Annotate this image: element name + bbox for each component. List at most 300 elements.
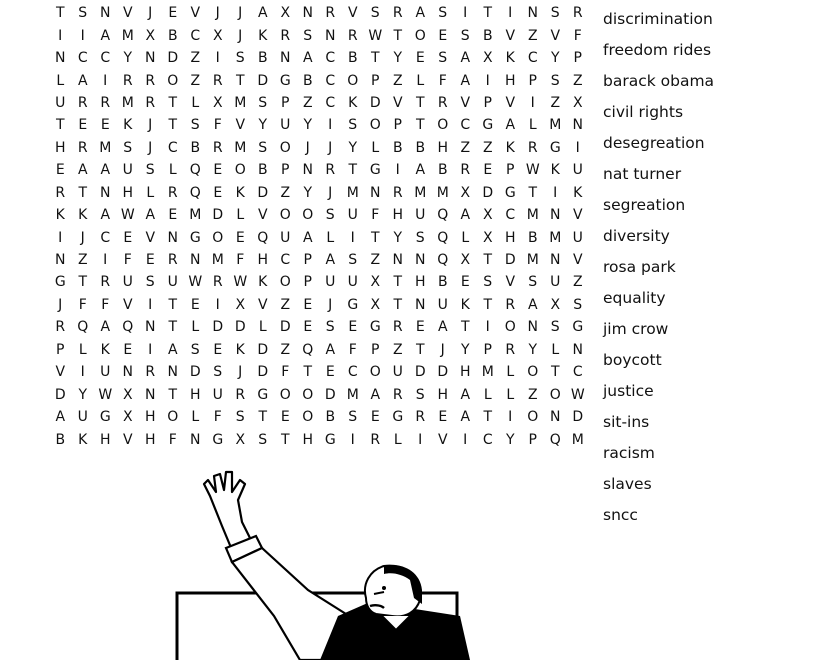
grid-letter: S <box>573 296 583 313</box>
grid-letter: F <box>78 296 87 313</box>
grid-letter: E <box>145 252 155 269</box>
grid-letter: X <box>370 296 381 313</box>
grid-letter: G <box>392 409 404 426</box>
grid-letter: S <box>348 409 358 426</box>
word-list-item: slaves <box>603 475 652 493</box>
grid-letter: S <box>438 5 448 22</box>
grid-letter: O <box>302 386 314 403</box>
grid-letter: S <box>303 27 313 44</box>
grid-letter: Y <box>550 50 560 67</box>
grid-letter: J <box>238 364 243 381</box>
grid-row <box>49 159 589 181</box>
grid-letter: M <box>234 139 247 156</box>
grid-letter: M <box>526 252 539 269</box>
grid-letter: J <box>305 139 310 156</box>
grid-letter: B <box>527 229 538 246</box>
grid-letter: H <box>504 72 516 89</box>
grid-letter: T <box>528 184 538 201</box>
grid-letter: S <box>145 274 155 291</box>
grid-letter: E <box>190 296 200 313</box>
grid-letter: R <box>460 162 471 179</box>
grid-letter: Z <box>190 72 201 89</box>
grid-letter: G <box>324 431 336 448</box>
grid-letter: C <box>190 27 201 44</box>
grid-letter: V <box>505 274 516 291</box>
grid-letter: Q <box>437 252 449 269</box>
grid-letter: N <box>100 5 111 22</box>
word-list-item: racism <box>603 444 655 462</box>
grid-letter: R <box>572 5 583 22</box>
grid-letter: F <box>236 252 245 269</box>
grid-letter: Q <box>189 184 201 201</box>
grid-letter: C <box>167 139 178 156</box>
grid-letter: N <box>190 252 201 269</box>
grid-letter: O <box>302 409 314 426</box>
grid-letter: N <box>325 27 336 44</box>
grid-letter: T <box>483 5 493 22</box>
grid-letter: T <box>168 296 178 313</box>
word-list-item: justice <box>603 382 654 400</box>
grid-letter: I <box>463 431 468 448</box>
grid-letter: R <box>415 409 426 426</box>
grid-letter: U <box>212 386 223 403</box>
grid-letter: N <box>415 252 426 269</box>
grid-letter: F <box>123 252 132 269</box>
grid-letter: R <box>212 139 223 156</box>
grid-letter: A <box>77 72 88 89</box>
grid-letter: Z <box>280 296 291 313</box>
grid-letter: T <box>78 274 88 291</box>
grid-letter: T <box>460 319 470 336</box>
grid-letter: R <box>145 364 156 381</box>
grid-letter: H <box>99 431 111 448</box>
grid-letter: I <box>58 27 63 44</box>
grid-row <box>49 92 589 114</box>
grid-letter: T <box>393 27 403 44</box>
grid-letter: J <box>215 5 220 22</box>
grid-letter: O <box>437 117 449 134</box>
grid-letter: R <box>167 252 178 269</box>
grid-row <box>49 316 589 338</box>
grid-row <box>49 69 589 91</box>
grid-letter: Y <box>505 431 515 448</box>
grid-letter: R <box>527 139 538 156</box>
grid-letter: D <box>257 364 269 381</box>
grid-letter: T <box>415 341 425 358</box>
grid-letter: U <box>167 274 178 291</box>
grid-row <box>49 226 589 248</box>
grid-letter: S <box>370 5 380 22</box>
grid-letter: I <box>350 229 355 246</box>
grid-letter: R <box>77 94 88 111</box>
grid-letter: B <box>347 50 358 67</box>
grid-letter: O <box>369 364 381 381</box>
grid-letter: U <box>122 274 133 291</box>
grid-letter: F <box>101 296 110 313</box>
grid-letter: D <box>572 409 584 426</box>
word-list-item: barack obama <box>603 72 715 90</box>
grid-letter: J <box>328 296 333 313</box>
grid-letter: K <box>258 274 268 291</box>
grid-letter: O <box>347 72 359 89</box>
grid-letter: H <box>392 207 404 224</box>
grid-letter: S <box>438 50 448 67</box>
grid-letter: I <box>395 162 400 179</box>
grid-letter: R <box>437 94 448 111</box>
grid-letter: S <box>415 229 425 246</box>
grid-letter: V <box>257 296 268 313</box>
grid-letter: G <box>504 184 516 201</box>
grid-letter: Y <box>393 50 403 67</box>
grid-letter: S <box>528 274 538 291</box>
grid-row <box>49 137 589 159</box>
grid-row <box>49 339 589 361</box>
grid-letter: E <box>415 319 425 336</box>
grid-letter: S <box>348 252 358 269</box>
word-list-item: sncc <box>603 506 638 524</box>
grid-letter: T <box>415 94 425 111</box>
grid-letter: P <box>528 72 537 89</box>
grid-letter: X <box>460 184 471 201</box>
word-list-item: civil rights <box>603 103 684 121</box>
grid-letter: E <box>213 162 223 179</box>
grid-letter: U <box>55 94 66 111</box>
grid-letter: A <box>370 386 381 403</box>
grid-letter: C <box>77 50 88 67</box>
grid-letter: L <box>551 341 560 358</box>
grid-letter: E <box>100 117 110 134</box>
grid-row <box>49 114 589 136</box>
grid-letter: S <box>325 207 335 224</box>
grid-letter: R <box>392 184 403 201</box>
grid-letter: D <box>257 184 269 201</box>
grid-letter: B <box>392 139 403 156</box>
grid-letter: T <box>168 386 178 403</box>
grid-letter: W <box>525 162 540 179</box>
grid-letter: J <box>238 27 243 44</box>
grid-letter: N <box>415 296 426 313</box>
grid-letter: D <box>234 319 246 336</box>
grid-letter: O <box>549 386 561 403</box>
grid-letter: A <box>460 72 471 89</box>
word-list-item: rosa park <box>603 258 676 276</box>
grid-letter: V <box>550 27 561 44</box>
grid-letter: U <box>392 364 403 381</box>
grid-letter: X <box>122 409 133 426</box>
grid-letter: B <box>437 274 448 291</box>
grid-letter: Q <box>122 319 134 336</box>
grid-letter: K <box>348 94 358 111</box>
grid-letter: R <box>167 184 178 201</box>
grid-letter: M <box>211 252 224 269</box>
grid-letter: H <box>144 431 156 448</box>
grid-letter: L <box>78 341 87 358</box>
grid-letter: A <box>460 386 471 403</box>
grid-letter: X <box>460 252 471 269</box>
grid-letter: N <box>302 5 313 22</box>
grid-letter: U <box>122 162 133 179</box>
grid-letter: P <box>528 431 537 448</box>
grid-letter: F <box>371 207 380 224</box>
grid-letter: I <box>463 5 468 22</box>
grid-letter: H <box>459 364 471 381</box>
grid-letter: F <box>213 409 222 426</box>
grid-letter: Z <box>572 72 583 89</box>
grid-letter: D <box>189 364 201 381</box>
grid-letter: Y <box>123 50 133 67</box>
grid-letter: X <box>482 229 493 246</box>
grid-letter: K <box>258 27 268 44</box>
grid-row <box>49 204 589 226</box>
grid-letter: T <box>280 431 290 448</box>
grid-letter: S <box>258 94 268 111</box>
grid-letter: T <box>168 117 178 134</box>
grid-letter: T <box>483 409 493 426</box>
grid-letter: R <box>347 27 358 44</box>
grid-row <box>49 383 589 405</box>
grid-letter: Z <box>77 252 88 269</box>
grid-letter: P <box>281 94 290 111</box>
grid-letter: I <box>485 319 490 336</box>
grid-letter: T <box>348 162 358 179</box>
grid-letter: I <box>508 409 513 426</box>
grid-letter: A <box>527 296 538 313</box>
grid-letter: L <box>483 386 492 403</box>
grid-letter: V <box>235 117 246 134</box>
grid-letter: N <box>55 252 66 269</box>
grid-letter: I <box>553 184 558 201</box>
grid-letter: Z <box>527 27 538 44</box>
grid-letter: H <box>54 139 66 156</box>
grid-letter: B <box>55 431 66 448</box>
grid-letter: L <box>258 319 267 336</box>
word-list-item: diversity <box>603 227 670 245</box>
grid-letter: A <box>302 229 313 246</box>
grid-letter: Z <box>572 274 583 291</box>
grid-letter: K <box>550 162 560 179</box>
grid-letter: W <box>233 274 248 291</box>
grid-letter: S <box>348 117 358 134</box>
grid-letter: A <box>100 27 111 44</box>
grid-letter: E <box>55 162 65 179</box>
grid-letter: I <box>328 117 333 134</box>
grid-letter: X <box>550 296 561 313</box>
grid-row <box>49 294 589 316</box>
grid-letter: R <box>505 341 516 358</box>
grid-letter: N <box>527 5 538 22</box>
grid-letter: N <box>190 431 201 448</box>
grid-letter: L <box>416 72 425 89</box>
grid-letter: G <box>54 274 66 291</box>
grid-letter: E <box>213 341 223 358</box>
grid-letter: B <box>257 50 268 67</box>
grid-letter: C <box>572 364 583 381</box>
grid-letter: A <box>415 5 426 22</box>
grid-letter: F <box>213 117 222 134</box>
grid-letter: R <box>145 94 156 111</box>
grid-letter: H <box>437 386 449 403</box>
grid-letter: N <box>550 252 561 269</box>
grid-letter: O <box>504 319 516 336</box>
grid-letter: M <box>99 139 112 156</box>
grid-letter: S <box>235 409 245 426</box>
grid-letter: D <box>414 364 426 381</box>
grid-letter: B <box>167 27 178 44</box>
grid-letter: S <box>190 117 200 134</box>
grid-letter: T <box>483 296 493 313</box>
grid-letter: F <box>573 27 582 44</box>
word-list-item: nat turner <box>603 165 682 183</box>
grid-letter: G <box>347 296 359 313</box>
grid-letter: L <box>191 409 200 426</box>
grid-letter: H <box>437 139 449 156</box>
grid-letter: O <box>414 27 426 44</box>
grid-letter: Z <box>280 184 291 201</box>
grid-letter: T <box>235 72 245 89</box>
grid-letter: I <box>103 72 108 89</box>
grid-letter: R <box>505 296 516 313</box>
grid-letter: Z <box>392 341 403 358</box>
grid-letter: J <box>148 5 153 22</box>
grid-letter: R <box>212 72 223 89</box>
grid-letter: T <box>168 319 178 336</box>
grid-letter: L <box>326 229 335 246</box>
grid-letter: K <box>505 139 515 156</box>
grid-letter: G <box>189 229 201 246</box>
grid-letter: I <box>485 72 490 89</box>
grid-letter: X <box>235 296 246 313</box>
grid-letter: E <box>483 162 493 179</box>
grid-letter: I <box>508 5 513 22</box>
grid-letter: O <box>369 117 381 134</box>
grid-letter: Y <box>303 184 313 201</box>
grid-letter: B <box>325 409 336 426</box>
grid-letter: D <box>212 207 224 224</box>
grid-letter: D <box>54 386 66 403</box>
grid-letter: P <box>483 94 492 111</box>
grid-letter: W <box>98 386 113 403</box>
grid-letter: A <box>100 207 111 224</box>
grid-letter: P <box>573 50 582 67</box>
grid-letter: R <box>55 184 66 201</box>
grid-letter: L <box>191 94 200 111</box>
grid-letter: E <box>213 184 223 201</box>
grid-letter: V <box>257 207 268 224</box>
grid-row <box>49 47 589 69</box>
grid-letter: K <box>460 296 470 313</box>
grid-letter: O <box>167 72 179 89</box>
grid-letter: K <box>235 341 245 358</box>
grid-letter: N <box>370 184 381 201</box>
grid-letter: E <box>123 229 133 246</box>
grid-letter: V <box>505 27 516 44</box>
grid-letter: C <box>280 252 291 269</box>
grid-letter: O <box>167 409 179 426</box>
grid-letter: S <box>258 431 268 448</box>
grid-letter: X <box>145 27 156 44</box>
grid-letter: N <box>122 364 133 381</box>
grid-letter: B <box>437 162 448 179</box>
grid-letter: S <box>550 319 560 336</box>
grid-letter: A <box>257 5 268 22</box>
orator-at-podium-icon <box>170 466 470 660</box>
grid-letter: Z <box>280 341 291 358</box>
grid-letter: V <box>145 229 156 246</box>
grid-letter: K <box>505 50 515 67</box>
grid-letter: G <box>99 409 111 426</box>
grid-letter: A <box>55 409 66 426</box>
grid-letter: Y <box>303 117 313 134</box>
grid-letter: L <box>371 139 380 156</box>
grid-letter: R <box>55 319 66 336</box>
grid-letter: X <box>280 5 291 22</box>
grid-letter: N <box>550 409 561 426</box>
grid-letter: U <box>325 274 336 291</box>
grid-letter: U <box>347 274 358 291</box>
grid-letter: L <box>56 72 65 89</box>
grid-letter: A <box>415 162 426 179</box>
grid-letter: Z <box>370 252 381 269</box>
grid-letter: X <box>212 94 223 111</box>
letter-grid <box>49 2 589 451</box>
grid-letter: H <box>302 431 314 448</box>
grid-letter: I <box>80 364 85 381</box>
grid-letter: J <box>58 296 63 313</box>
grid-letter: U <box>437 296 448 313</box>
word-list-item: sit-ins <box>603 413 650 431</box>
grid-letter: M <box>346 184 359 201</box>
grid-letter: E <box>280 409 290 426</box>
grid-letter: R <box>235 386 246 403</box>
grid-letter: P <box>371 72 380 89</box>
grid-letter: N <box>550 207 561 224</box>
grid-letter: Z <box>482 139 493 156</box>
grid-letter: P <box>393 117 402 134</box>
grid-letter: R <box>370 431 381 448</box>
grid-letter: B <box>257 162 268 179</box>
grid-letter: Y <box>393 229 403 246</box>
grid-letter: L <box>506 364 515 381</box>
grid-letter: P <box>483 341 492 358</box>
grid-row <box>49 271 589 293</box>
grid-letter: O <box>279 386 291 403</box>
grid-letter: T <box>258 409 268 426</box>
grid-letter: K <box>235 184 245 201</box>
grid-letter: M <box>189 207 202 224</box>
grid-letter: P <box>281 162 290 179</box>
grid-letter: W <box>120 207 135 224</box>
grid-letter: K <box>123 117 133 134</box>
grid-letter: I <box>350 431 355 448</box>
grid-letter: R <box>77 139 88 156</box>
grid-row <box>49 182 589 204</box>
grid-letter: G <box>369 319 381 336</box>
grid-letter: J <box>80 229 85 246</box>
grid-letter: D <box>279 319 291 336</box>
grid-letter: P <box>506 162 515 179</box>
grid-letter: N <box>167 229 178 246</box>
grid-letter: N <box>280 50 291 67</box>
grid-letter: S <box>78 5 88 22</box>
grid-letter: E <box>460 274 470 291</box>
grid-letter: V <box>122 431 133 448</box>
grid-letter: Q <box>257 229 269 246</box>
grid-row <box>49 24 589 46</box>
grid-letter: O <box>302 207 314 224</box>
grid-letter: R <box>392 386 403 403</box>
grid-letter: V <box>392 94 403 111</box>
grid-letter: R <box>100 94 111 111</box>
